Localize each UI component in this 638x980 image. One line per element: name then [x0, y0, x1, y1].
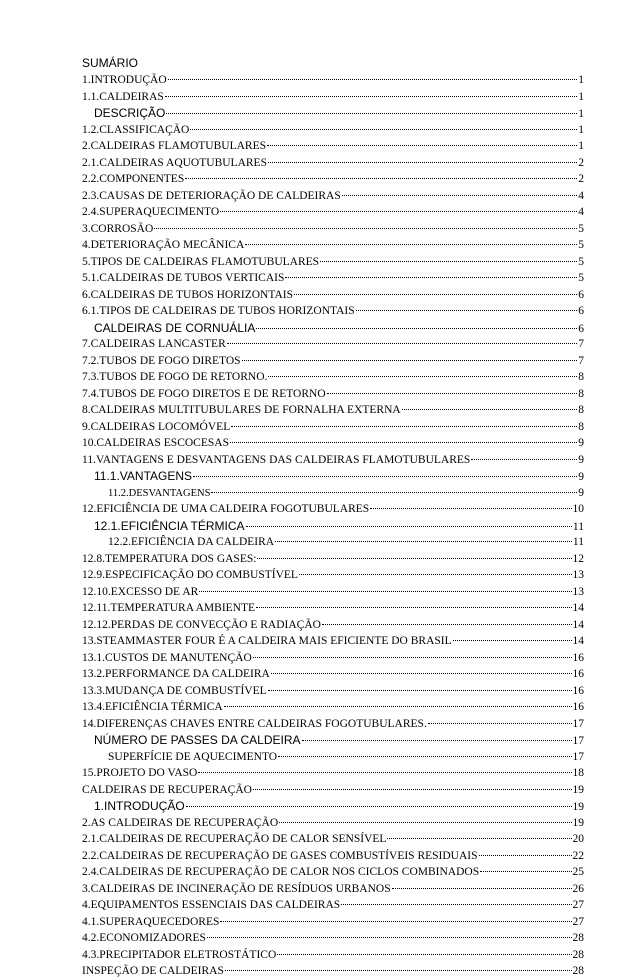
dot-leader: [166, 112, 577, 114]
toc-entry[interactable]: [82, 534, 584, 551]
dot-leader: [278, 755, 571, 757]
toc-entry[interactable]: [82, 666, 584, 683]
toc-entry[interactable]: [82, 122, 584, 139]
dot-leader: [267, 144, 577, 146]
toc-entry-page: 17: [572, 735, 584, 747]
toc-entry-title: 12.10.EXCESSO DE AR: [82, 585, 199, 598]
toc-entry[interactable]: [82, 551, 584, 568]
toc-entry-page: 28: [572, 948, 584, 961]
dot-leader: [275, 540, 572, 542]
dot-leader: [220, 920, 571, 922]
toc-entry-page: 25: [572, 866, 584, 878]
dot-leader: [277, 953, 571, 955]
toc-entry-title: 7.4.TUBOS DE FOGO DIRETOS E DE RETORNO: [82, 387, 326, 400]
toc-entry[interactable]: [82, 831, 584, 848]
toc-entry-title: 4.3.PRECIPITADOR ELETROSTÁTICO: [82, 948, 277, 961]
toc-entry[interactable]: [82, 485, 584, 502]
toc-entry-page: 5: [578, 222, 584, 235]
toc-entry-page: 14: [572, 618, 584, 631]
dot-leader: [224, 705, 572, 707]
toc-entry[interactable]: [82, 320, 584, 337]
toc-entry-title: 2.1.CALDEIRAS AQUOTUBULARES: [82, 156, 267, 169]
toc-entry-page: 16: [572, 684, 584, 697]
toc-entry[interactable]: [82, 798, 584, 815]
toc-entry-title: 2.2.CALDEIRAS DE RECUPERAÇÃO DE GASES COMBUSTÍVEIS RESIDUAIS: [82, 849, 478, 862]
toc-entry-page: 8: [578, 387, 584, 400]
dot-leader: [320, 260, 577, 262]
dot-leader: [299, 573, 572, 575]
dot-leader: [185, 177, 577, 179]
toc-entry-title: 11.VANTAGENS E DESVANTAGENS DAS CALDEIRAS FLAMOTUBULARES: [82, 453, 471, 466]
toc-entry-title: 2.4.CALDEIRAS DE RECUPERAÇÃO DE CALOR NOS CICLOS COMBINADOS: [82, 866, 480, 878]
dot-leader: [220, 210, 577, 212]
toc-entry-page: 5: [578, 272, 584, 284]
dot-leader: [186, 805, 572, 807]
toc-entry-page: 12: [572, 552, 584, 565]
toc-entry[interactable]: [82, 386, 584, 403]
toc-entry-page: 16: [572, 701, 584, 713]
dot-leader: [268, 161, 577, 163]
dot-leader: [453, 639, 572, 641]
toc-entry-page: 19: [572, 816, 584, 829]
toc-entry[interactable]: [82, 188, 584, 205]
toc-entry[interactable]: [82, 105, 584, 122]
dot-leader: [257, 557, 571, 559]
toc-entry[interactable]: [82, 617, 584, 634]
dot-leader: [242, 359, 578, 361]
dot-leader: [225, 969, 572, 971]
toc-entry-page: 8: [578, 371, 584, 383]
dot-leader: [268, 689, 572, 691]
toc-entry-title: 12.1.EFICIÊNCIA TÉRMICA: [94, 518, 245, 533]
toc-entry[interactable]: [82, 947, 584, 964]
dot-leader: [271, 672, 572, 674]
toc-entry[interactable]: [82, 435, 584, 452]
toc-entry-page: 6: [578, 288, 584, 301]
toc-entry-page: 13: [572, 569, 584, 581]
toc-entry[interactable]: [82, 237, 584, 254]
toc-entry-page: 11: [572, 520, 584, 533]
toc-entry-page: 28: [572, 932, 584, 944]
toc-entry-page: 9: [578, 486, 584, 499]
toc-entry-title: 4.DETERIORAÇÃO MECÂNICA: [82, 239, 245, 251]
toc-entry-title: 12.11.TEMPERATURA AMBIENTE: [82, 602, 256, 614]
dot-leader: [279, 821, 571, 823]
toc-entry-page: 27: [572, 915, 584, 928]
toc-entry-title: SUPERFÍCIE DE AQUECIMENTO: [108, 750, 278, 763]
dot-leader: [256, 327, 577, 329]
dot-leader: [154, 227, 577, 229]
toc-entry[interactable]: [82, 914, 584, 931]
toc-entry-title: 8.CALDEIRAS MULTITUBULARES DE FORNALHA EXTERNA: [82, 404, 401, 416]
toc-entry-title: 7.3.TUBOS DE FOGO DE RETORNO.: [82, 371, 268, 383]
toc-entry[interactable]: [82, 765, 584, 782]
dot-leader: [479, 854, 572, 856]
dot-leader: [342, 194, 577, 196]
toc-entry-title: 7.CALDEIRAS LANCASTER: [82, 338, 226, 350]
toc-entry-title: CALDEIRAS DE CORNUÁLIA: [94, 320, 256, 335]
toc-entry-page: 4: [578, 206, 584, 218]
toc-entry-page: 17: [572, 750, 584, 763]
dot-leader: [370, 507, 571, 509]
toc-entry-page: 2: [578, 156, 584, 169]
toc-entry[interactable]: [82, 518, 584, 535]
toc-entry-title: 11.1.VANTAGENS: [94, 469, 193, 483]
toc-entry-title: 1.INTRODUÇÃO: [82, 74, 167, 86]
toc-entry-page: 9: [578, 471, 584, 483]
toc-entry-title: 1.1.CALDEIRAS: [82, 90, 164, 103]
table-of-contents: [82, 72, 584, 980]
toc-entry-title: 11.2.DESVANTAGENS: [108, 487, 211, 499]
toc-entry-title: 2.AS CALDEIRAS DE RECUPERAÇÃO: [82, 816, 279, 829]
toc-entry-title: 5.TIPOS DE CALDEIRAS FLAMOTUBULARES: [82, 255, 320, 268]
toc-entry[interactable]: [82, 402, 584, 419]
dot-leader: [230, 441, 577, 443]
toc-entry-title: 1.INTRODUÇÃO: [94, 799, 185, 813]
toc-entry-page: 26: [572, 882, 584, 895]
toc-entry[interactable]: [82, 930, 584, 947]
toc-entry-title: DESCRIÇÃO: [94, 106, 166, 120]
toc-entry[interactable]: [82, 254, 584, 271]
toc-entry[interactable]: [82, 155, 584, 172]
toc-entry-title: 15.PROJETO DO VASO: [82, 767, 198, 779]
toc-entry-title: INSPEÇÃO DE CALDEIRAS: [82, 965, 224, 977]
toc-entry-title: 6.CALDEIRAS DE TUBOS HORIZONTAIS: [82, 288, 293, 301]
dot-leader: [294, 293, 577, 295]
toc-entry[interactable]: [82, 897, 584, 914]
toc-entry-page: 6: [578, 322, 584, 335]
toc-entry[interactable]: [82, 303, 584, 320]
toc-entry-title: 2.CALDEIRAS FLAMOTUBULARES: [82, 140, 267, 152]
toc-entry-title: NÚMERO DE PASSES DA CALDEIRA: [94, 733, 301, 747]
dot-leader: [327, 392, 578, 394]
dot-leader: [302, 739, 572, 741]
toc-entry[interactable]: [82, 336, 584, 353]
toc-entry-title: 13.3.MUDANÇA DE COMBUSTÍVEL: [82, 684, 267, 697]
dot-leader: [168, 78, 578, 80]
toc-entry[interactable]: [82, 963, 584, 980]
toc-entry-page: 1: [578, 90, 584, 103]
toc-entry-page: 27: [572, 899, 584, 911]
dot-leader: [471, 458, 577, 460]
dot-leader: [341, 903, 571, 905]
toc-entry-page: 5: [578, 255, 584, 268]
toc-entry-page: 17: [572, 717, 584, 730]
dot-leader: [256, 606, 571, 608]
toc-entry-page: 19: [572, 801, 584, 813]
toc-entry-title: 12.EFICIÊNCIA DE UMA CALDEIRA FOGOTUBULARES: [82, 503, 370, 515]
dot-leader: [402, 408, 578, 410]
toc-entry-title: 1.2.CLASSIFICAÇÃO: [82, 123, 190, 136]
toc-entry-page: 9: [578, 437, 584, 449]
toc-entry[interactable]: [82, 782, 584, 799]
toc-entry-title: 13.1.CUSTOS DE MANUTENÇÃO: [82, 651, 252, 664]
dot-leader: [253, 788, 572, 790]
toc-entry[interactable]: [82, 221, 584, 238]
toc-entry-title: 10.CALDEIRAS ESCOCESAS: [82, 437, 229, 449]
toc-entry-page: 7: [578, 338, 584, 350]
toc-entry-title: 9.CALDEIRAS LOCOMÓVEL: [82, 420, 231, 433]
toc-entry-page: 14: [572, 602, 584, 614]
toc-entry-title: 7.2.TUBOS DE FOGO DIRETOS: [82, 354, 241, 367]
toc-entry-title: 3.CALDEIRAS DE INCINERAÇÃO DE RESÍDUOS URBANOS: [82, 882, 391, 895]
toc-entry[interactable]: [82, 732, 584, 749]
toc-entry-title: 12.2.EFICIÊNCIA DA CALDEIRA: [108, 536, 275, 548]
dot-leader: [480, 870, 571, 872]
toc-entry-title: 2.3.CAUSAS DE DETERIORAÇÃO DE CALDEIRAS: [82, 189, 341, 202]
dot-leader: [387, 837, 571, 839]
toc-entry-title: 6.1.TIPOS DE CALDEIRAS DE TUBOS HORIZONTAIS: [82, 305, 355, 317]
dot-leader: [227, 342, 577, 344]
toc-entry-title: 2.1.CALDEIRAS DE RECUPERAÇÃO DE CALOR SENSÍVEL: [82, 833, 387, 845]
dot-leader: [285, 276, 577, 278]
dot-leader: [190, 128, 577, 130]
toc-entry-page: 19: [572, 783, 584, 796]
dot-leader: [207, 936, 572, 938]
toc-entry-title: 2.2.COMPONENTES: [82, 173, 185, 185]
toc-entry-title: 12.12.PERDAS DE CONVECÇÃO E RADIAÇÃO: [82, 618, 321, 631]
dot-leader: [268, 375, 577, 377]
toc-entry[interactable]: [82, 287, 584, 304]
toc-entry-title: 2.4.SUPERAQUECIMENTO: [82, 206, 220, 218]
dot-leader: [356, 309, 578, 311]
toc-entry[interactable]: [82, 468, 584, 485]
toc-entry-page: 1: [578, 123, 584, 136]
toc-entry-title: 4.1.SUPERAQUECEDORES: [82, 915, 220, 928]
toc-entry[interactable]: [82, 204, 584, 221]
toc-entry-title: 13.STEAMMASTER FOUR É A CALDEIRA MAIS EFICIENTE DO BRASIL: [82, 635, 452, 647]
toc-entry-page: 5: [578, 239, 584, 251]
toc-entry-page: 7: [578, 354, 584, 367]
dot-leader: [198, 771, 571, 773]
toc-entry-title: 5.1.CALDEIRAS DE TUBOS VERTICAIS: [82, 272, 285, 284]
toc-entry[interactable]: [82, 633, 584, 650]
toc-entry[interactable]: [82, 815, 584, 832]
dot-leader: [211, 491, 577, 493]
toc-entry-page: 11: [572, 536, 584, 548]
toc-entry-title: 14.DIFERENÇAS CHAVES ENTRE CALDEIRAS FOGOTUBULARES.: [82, 717, 427, 730]
toc-entry-title: 3.CORROSÃO: [82, 222, 154, 235]
dot-leader: [253, 656, 572, 658]
toc-entry[interactable]: [82, 501, 584, 518]
toc-entry-page: 10: [572, 503, 584, 515]
toc-entry[interactable]: [82, 683, 584, 700]
toc-entry[interactable]: [82, 749, 584, 766]
toc-entry[interactable]: [82, 270, 584, 287]
toc-entry[interactable]: [82, 369, 584, 386]
toc-entry-page: 4: [578, 189, 584, 202]
toc-entry[interactable]: [82, 567, 584, 584]
toc-entry-title: 12.9.ESPECIFICAÇÃO DO COMBUSTÍVEL: [82, 569, 298, 581]
toc-entry-page: 16: [572, 668, 584, 680]
dot-leader: [165, 95, 577, 97]
toc-entry[interactable]: [82, 864, 584, 881]
toc-entry-title: 13.2.PERFORMANCE DA CALDEIRA: [82, 668, 270, 680]
toc-entry-page: 1: [578, 140, 584, 152]
toc-entry-page: 13: [572, 585, 584, 598]
toc-entry[interactable]: [82, 452, 584, 469]
toc-entry[interactable]: [82, 419, 584, 436]
toc-entry[interactable]: [82, 138, 584, 155]
toc-entry-title: 12.8.TEMPERATURA DOS GASES:: [82, 552, 257, 565]
toc-entry-page: 1: [578, 74, 584, 86]
toc-entry-page: 1: [578, 108, 584, 120]
toc-entry[interactable]: [82, 848, 584, 865]
dot-leader: [199, 590, 571, 592]
dot-leader: [245, 243, 577, 245]
toc-entry[interactable]: [82, 650, 584, 667]
toc-entry[interactable]: [82, 171, 584, 188]
toc-entry[interactable]: [82, 584, 584, 601]
toc-entry-page: 6: [578, 305, 584, 317]
toc-entry[interactable]: [82, 600, 584, 617]
toc-entry-title: 4.2.ECONOMIZADORES: [82, 932, 206, 944]
toc-entry[interactable]: [82, 72, 584, 89]
toc-entry-page: 2: [578, 173, 584, 185]
toc-entry-page: 22: [572, 849, 584, 862]
dot-leader: [193, 475, 577, 477]
toc-entry[interactable]: [82, 353, 584, 370]
dot-leader: [231, 425, 577, 427]
toc-entry[interactable]: [82, 716, 584, 733]
toc-entry[interactable]: [82, 881, 584, 898]
toc-entry-page: 8: [578, 420, 584, 433]
toc-entry-page: 18: [572, 767, 584, 779]
dot-leader: [322, 623, 572, 625]
toc-entry-page: 14: [572, 635, 584, 647]
toc-entry-title: 4.EQUIPAMENTOS ESSENCIAIS DAS CALDEIRAS: [82, 899, 341, 911]
dot-leader: [392, 887, 572, 889]
toc-entry-title: CALDEIRAS DE RECUPERAÇÃO: [82, 783, 252, 796]
toc-entry-title: 13.4.EFICIÊNCIA TÉRMICA: [82, 701, 223, 713]
toc-entry[interactable]: [82, 699, 584, 716]
toc-entry-page: 16: [572, 651, 584, 664]
toc-heading: SUMÁRIO: [82, 56, 139, 70]
toc-entry-page: 8: [578, 404, 584, 416]
dot-leader: [428, 722, 572, 724]
toc-entry-page: 20: [572, 833, 584, 845]
toc-entry-page: 9: [578, 453, 584, 466]
dot-leader: [246, 525, 572, 527]
toc-entry[interactable]: [82, 89, 584, 106]
toc-entry-page: 28: [572, 965, 584, 977]
